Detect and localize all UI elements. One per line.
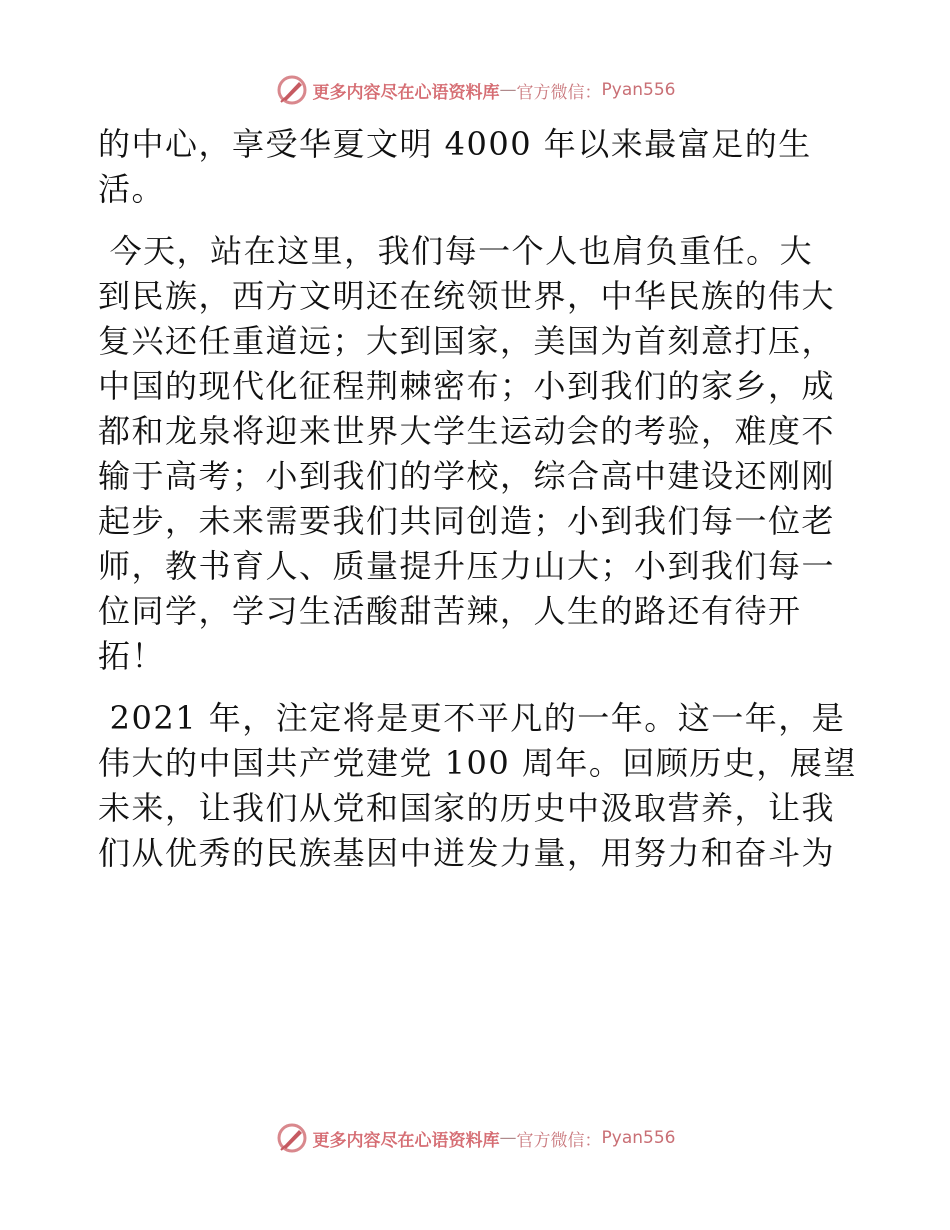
text-line: 们从优秀的民族基因中迸发力量，用努力和奋斗为 — [98, 834, 836, 872]
text-line: 2021 年，注定将是更不平凡的一年。这一年，是 — [98, 699, 846, 737]
text-line: 输于高考；小到我们的学校，综合高中建设还刚刚 — [98, 457, 836, 495]
footer-watermark — [0, 1118, 950, 1158]
text-line: 的中心，享受华夏文明 4000 年以来最富足的生 — [98, 125, 812, 163]
text-line: 位同学，学习生活酸甜苦辣，人生的路还有待开 — [98, 592, 802, 630]
text-line: 今天，站在这里，我们每一个人也肩负重任。大 — [98, 232, 814, 270]
paragraph — [98, 122, 858, 212]
watermark-wechat-id: Pyan556 — [601, 80, 676, 100]
watermark-text: 更多内容尽在心语资料库 — [312, 82, 500, 103]
document-body — [98, 122, 858, 876]
text-line: 起步，未来需要我们共同创造；小到我们每一位老 — [98, 502, 836, 540]
text-line: 师，教书育人、质量提升压力山大；小到我们每一 — [98, 547, 836, 585]
quill-logo-icon — [275, 1121, 309, 1155]
text-line: 中国的现代化征程荆棘密布；小到我们的家乡，成 — [98, 367, 836, 405]
text-line: 未来，让我们从党和国家的历史中汲取营养，让我 — [98, 789, 836, 827]
text-line: 到民族，西方文明还在统领世界，中华民族的伟大 — [98, 277, 836, 315]
watermark-wechat-label: 官方微信： — [516, 82, 602, 103]
watermark-text: 更多内容尽在心语资料库 — [312, 1130, 500, 1151]
watermark-wechat-id: Pyan556 — [601, 1128, 676, 1148]
text-line: 活。 — [98, 170, 166, 208]
text-line: 拓！ — [98, 637, 166, 675]
text-line: 伟大的中国共产党建党 100 周年。回顾历史，展望 — [98, 744, 857, 782]
paragraph — [98, 229, 858, 679]
header-watermark — [0, 70, 950, 110]
watermark-wechat-label: 官方微信： — [516, 1130, 602, 1151]
quill-logo-icon — [275, 73, 309, 107]
text-line: 复兴还任重道远；大到国家，美国为首刻意打压， — [98, 322, 836, 360]
text-line: 都和龙泉将迎来世界大学生运动会的考验，难度不 — [98, 412, 836, 450]
watermark-dash: — — [499, 80, 517, 100]
watermark-dash: — — [499, 1128, 517, 1148]
paragraph — [98, 696, 858, 876]
